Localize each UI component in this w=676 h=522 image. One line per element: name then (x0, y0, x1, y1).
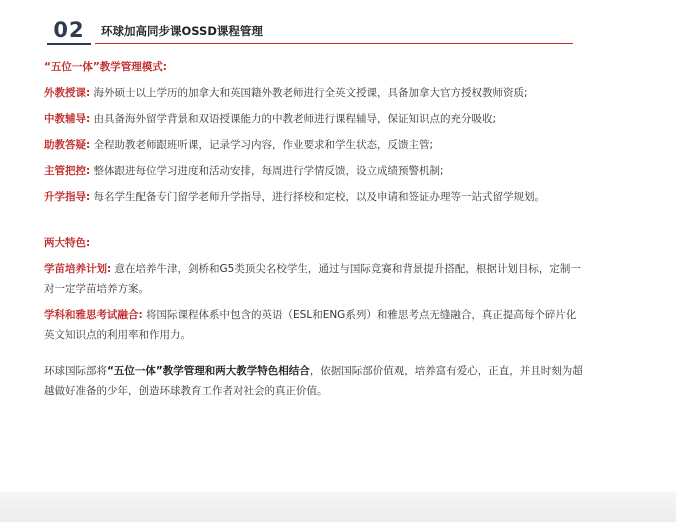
mode-item-label: 升学指导: (44, 191, 91, 203)
feature-item-label: 学科和雅思考试融合: (44, 309, 143, 321)
mode-item (44, 161, 584, 181)
section-header (47, 14, 573, 46)
feature-item-text: 意在培养牛津，剑桥和G5类顶尖名校学生，通过与国际竞赛和背景提升搭配，根据计划目标，定制一对一定学苗培养方案。 (44, 263, 581, 295)
mode-item-label: 主管把控: (44, 165, 91, 177)
summary-after: ，依据国际部价值观，培养富有爱心，正直，并且时刻为超越做好准备的少年，创造环球教育工作者对社会的真正价值。 (44, 365, 583, 397)
summary-strong: “五位一体”教学管理和两大教学特色相结合 (107, 365, 310, 377)
mode-item (44, 135, 584, 155)
feature-item (44, 305, 584, 345)
section-number-underline (47, 43, 91, 45)
feature-item-text: 将国际课程体系中包含的英语（ESL和ENG系列）和雅思考点无缝融合，真正提高每个碎片化英文知识点的利用率和作用力。 (44, 309, 577, 341)
mode-item-label: 助教答疑: (44, 139, 91, 151)
mode-item-text: 全程助教老师跟班听课，记录学习内容，作业要求和学生状态，反馈主管; (93, 139, 434, 151)
mode-heading: “五位一体”教学管理模式: (44, 61, 168, 73)
summary-paragraph (44, 361, 584, 401)
mode-item-text: 由具备海外留学背景和双语授课能力的中教老师进行课程辅导，保证知识点的充分吸收; (93, 113, 497, 125)
feature-item (44, 259, 584, 299)
summary-before: 环球国际部将 (44, 365, 107, 377)
spacer (44, 351, 584, 361)
mode-item-label: 外教授课: (44, 87, 91, 99)
mode-item-label: 中教辅导: (44, 113, 91, 125)
mode-item (44, 83, 584, 103)
bottom-fade (0, 492, 676, 522)
section-number: 02 (53, 18, 85, 42)
mode-item-text: 整体跟进每位学习进度和活动安排，每周进行学情反馈，设立成绩预警机制; (93, 165, 444, 177)
feature-item-label: 学苗培养计划: (44, 263, 112, 275)
mode-item (44, 187, 584, 207)
spacer (44, 213, 584, 233)
mode-item-text: 海外硕士以上学历的加拿大和英国籍外教老师进行全英文授课，具备加拿大官方授权教师资质; (93, 87, 528, 99)
section-title: 环球加高同步课OSSD课程管理 (101, 24, 263, 38)
section-divider (95, 43, 573, 44)
mode-item-text: 每名学生配备专门留学老师升学指导，进行择校和定校，以及申请和签证办理等一站式留学规划。 (93, 191, 546, 203)
content (44, 57, 584, 401)
mode-item (44, 109, 584, 129)
features-heading: 两大特色: (44, 237, 91, 249)
